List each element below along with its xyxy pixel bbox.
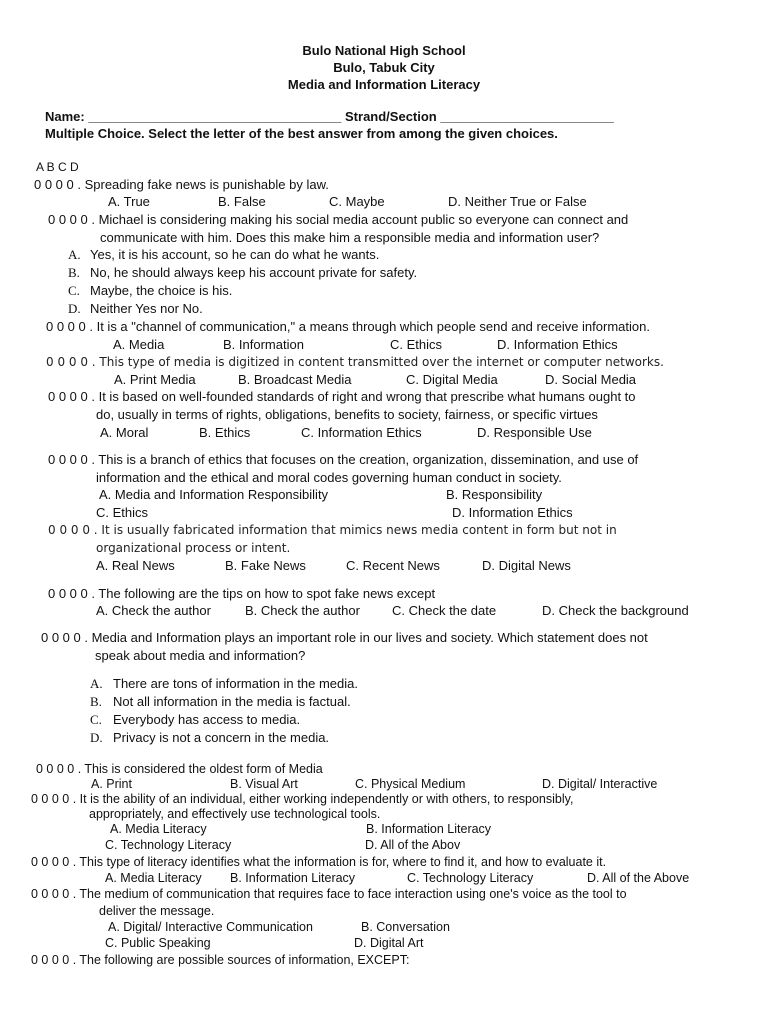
school-location: Bulo, Tabuk City (333, 60, 435, 75)
q13-choice-a[interactable]: A. Digital/ Interactive Communication (108, 920, 313, 934)
q7-choice-b[interactable]: B. Fake News (225, 558, 306, 573)
question-1-stem: 0 0 0 0 . Spreading fake news is punishable by law. (34, 177, 329, 192)
q9-choice-d-text[interactable]: Privacy is not a concern in the media. (113, 730, 330, 745)
q3-choice-a[interactable]: A. Media (113, 337, 165, 352)
q5-choice-a[interactable]: A. Moral (100, 425, 149, 440)
question-4-stem: 0 0 0 0 . This type of media is digitized in content transmitted over the internet or computer networks. (46, 355, 664, 369)
question-5-stem: 0 0 0 0 . It is based on well-founded standards of right and wrong that prescribe what humans ought to (48, 389, 636, 404)
question-2-stem: 0 0 0 0 . Michael is considering making his social media account public so everyone can connect and (48, 212, 629, 227)
bubble-header: A B C D (36, 160, 79, 174)
q8-choice-b[interactable]: B. Check the author (245, 603, 360, 618)
q11-choice-d[interactable]: D. All of the Abov (365, 838, 461, 852)
q12-choice-c[interactable]: C. Technology Literacy (407, 871, 534, 885)
q9-choice-a-letter[interactable]: A. (90, 676, 103, 691)
subject-title: Media and Information Literacy (287, 77, 481, 92)
question-10-stem: 0 0 0 0 . This is considered the oldest form of Media (36, 762, 323, 776)
q3-choice-d[interactable]: D. Information Ethics (497, 337, 618, 352)
q4-choice-d[interactable]: D. Social Media (545, 372, 637, 387)
q2-choice-a-text[interactable]: Yes, it is his account, so he can do what he wants. (90, 247, 380, 262)
q2-choice-c-letter[interactable]: C. (68, 283, 80, 298)
q1-choice-b[interactable]: B. False (218, 194, 266, 209)
q9-choice-c-letter[interactable]: C. (90, 712, 102, 727)
q9-choice-d-letter[interactable]: D. (90, 730, 103, 745)
q10-choice-b[interactable]: B. Visual Art (230, 777, 298, 791)
school-name: Bulo National High School (302, 43, 466, 58)
q7-choice-a[interactable]: A. Real News (96, 558, 175, 573)
question-6-stem: 0 0 0 0 . This is a branch of ethics that focuses on the creation, organization, dissemination, and use of (48, 452, 639, 467)
q13-choice-d[interactable]: D. Digital Art (354, 936, 424, 950)
question-13-stem-cont: deliver the message. (99, 904, 215, 918)
q2-choice-c-text[interactable]: Maybe, the choice is his. (90, 283, 233, 298)
question-9-stem: 0 0 0 0 . Media and Information plays an important role in our lives and society. Which statement does not (41, 630, 648, 645)
q4-choice-b[interactable]: B. Broadcast Media (238, 372, 352, 387)
q5-choice-b[interactable]: B. Ethics (199, 425, 251, 440)
question-12-stem: 0 0 0 0 . This type of literacy identifies what the information is for, where to find it, and how to evaluate it. (31, 855, 607, 869)
q12-choice-d[interactable]: D. All of the Above (587, 871, 690, 885)
q11-choice-b[interactable]: B. Information Literacy (366, 822, 492, 836)
q3-choice-b[interactable]: B. Information (223, 337, 304, 352)
q13-choice-c[interactable]: C. Public Speaking (105, 936, 211, 950)
q9-choice-b-letter[interactable]: B. (90, 694, 102, 709)
question-7-stem: 0 0 0 0 . It is usually fabricated information that mimics news media content in form but not in (48, 523, 617, 537)
q9-choice-b-text[interactable]: Not all information in the media is factual. (113, 694, 351, 709)
q7-choice-d[interactable]: D. Digital News (482, 558, 571, 573)
q13-choice-b[interactable]: B. Conversation (361, 920, 450, 934)
q8-choice-d[interactable]: D. Check the background (542, 603, 689, 618)
q10-choice-a[interactable]: A. Print (91, 777, 132, 791)
q1-choice-c[interactable]: C. Maybe (329, 194, 385, 209)
q11-choice-a[interactable]: A. Media Literacy (110, 822, 207, 836)
question-5-stem-cont: do, usually in terms of rights, obligations, benefits to society, fairness, or specific virtues (96, 407, 598, 422)
q2-choice-d-letter[interactable]: D. (68, 301, 81, 316)
question-8-stem: 0 0 0 0 . The following are the tips on how to spot fake news except (48, 586, 436, 601)
q11-choice-c[interactable]: C. Technology Literacy (105, 838, 232, 852)
question-13-stem: 0 0 0 0 . The medium of communication that requires face to face interaction using one's voice as the tool to (31, 887, 627, 901)
q2-choice-b-letter[interactable]: B. (68, 265, 80, 280)
q8-choice-c[interactable]: C. Check the date (392, 603, 497, 618)
question-2-stem-cont: communicate with him. Does this make him a responsible media and information user? (100, 230, 600, 245)
question-14-stem: 0 0 0 0 . The following are possible sources of information, EXCEPT: (31, 953, 410, 967)
q7-choice-c[interactable]: C. Recent News (346, 558, 440, 573)
q4-choice-c[interactable]: C. Digital Media (406, 372, 498, 387)
q12-choice-b[interactable]: B. Information Literacy (230, 871, 356, 885)
question-3-stem: 0 0 0 0 . It is a "channel of communication," a means through which people send and receive information. (46, 319, 650, 334)
q5-choice-d[interactable]: D. Responsible Use (477, 425, 592, 440)
q3-choice-c[interactable]: C. Ethics (390, 337, 443, 352)
q4-choice-a[interactable]: A. Print Media (114, 372, 196, 387)
question-11-stem-cont: appropriately, and effectively use technological tools. (89, 807, 381, 821)
q5-choice-c[interactable]: C. Information Ethics (301, 425, 422, 440)
q2-choice-a-letter[interactable]: A. (68, 247, 81, 262)
question-11-stem: 0 0 0 0 . It is the ability of an individual, either working independently or with others, to responsibly, (31, 792, 574, 806)
q9-choice-a-text[interactable]: There are tons of information in the media. (113, 676, 358, 691)
q1-choice-a[interactable]: A. True (108, 194, 150, 209)
instructions: Multiple Choice. Select the letter of the best answer from among the given choices. (45, 126, 558, 141)
name-strand-line[interactable]: Name: ___________________________________ Strand/Section ________________________ (45, 109, 614, 124)
q6-choice-b[interactable]: B. Responsibility (446, 487, 543, 502)
q2-choice-b-text[interactable]: No, he should always keep his account private for safety. (90, 265, 418, 280)
q10-choice-c[interactable]: C. Physical Medium (355, 777, 466, 791)
q6-choice-c[interactable]: C. Ethics (96, 505, 149, 520)
question-9-stem-cont: speak about media and information? (95, 648, 306, 663)
q9-choice-c-text[interactable]: Everybody has access to media. (113, 712, 301, 727)
q8-choice-a[interactable]: A. Check the author (96, 603, 211, 618)
q10-choice-d[interactable]: D. Digital/ Interactive (542, 777, 658, 791)
question-6-stem-cont: information and the ethical and moral codes governing human conduct in society. (96, 470, 562, 485)
question-7-stem-cont: organizational process or intent. (96, 541, 291, 555)
q6-choice-d[interactable]: D. Information Ethics (452, 505, 573, 520)
q2-choice-d-text[interactable]: Neither Yes nor No. (90, 301, 203, 316)
q6-choice-a[interactable]: A. Media and Information Responsibility (99, 487, 329, 502)
q12-choice-a[interactable]: A. Media Literacy (105, 871, 202, 885)
q1-choice-d[interactable]: D. Neither True or False (448, 194, 587, 209)
